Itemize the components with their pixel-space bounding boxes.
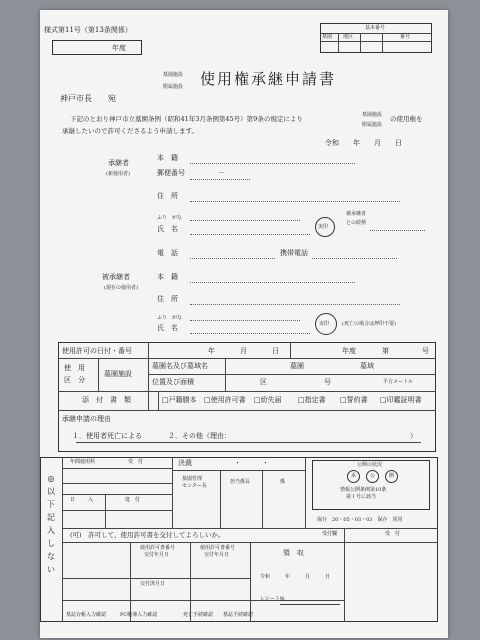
usage-type: 墓園施設 [104,370,132,378]
disclosure-note-2: 第１号に該当 [346,494,377,500]
successor-mobile-field[interactable] [312,258,397,259]
attach-koseki[interactable]: □戸籍謄本 [162,396,197,404]
successor-address-label: 住 所 [157,192,178,200]
ryoshu-label: 領 収 [283,549,304,557]
permit-dai: 第 [382,347,389,355]
successor-name-field[interactable] [190,234,310,235]
predecessor-honseki-field[interactable] [190,282,355,283]
center-label-1: 墓園管理 [182,476,203,482]
basic-number-label: 基本番号 [365,25,386,31]
foot-check-4: 墓誌手続確認 [223,612,254,618]
predecessor-furigana-label: ふり がな [157,315,183,321]
disclosure-label: 公開の状況 [357,462,383,468]
postal-dash: － [218,169,225,177]
addressee: 神戸市長 宛 [60,94,116,103]
kessai-label: 決裁 [178,459,192,467]
foot-check-2: PC帳簿入力確認 [120,612,158,618]
usage-label-1: 使 用 [64,364,85,372]
permit-date-label: 使用許可の日付・番号 [62,347,132,355]
attach-seal-cert[interactable]: □印鑑証明書 [380,396,422,404]
permit-issue-date-label-2: 交付年月日 [204,552,230,558]
relation-label-1: 被承継者 [346,211,367,217]
go-label: 号 [324,378,331,386]
permit-issue-date-label: 交付年月日 [144,552,170,558]
reason-close: ） [410,432,417,440]
predecessor-seal-label: 実印 [319,321,330,327]
receipt-date-line: 令和 年 月 日 [260,574,331,580]
attach-permit[interactable]: □使用許可書 [204,396,246,404]
permit-go: 号 [422,347,429,355]
permit-year: 年 [208,347,215,355]
kessai-dot-1: ・ [234,459,241,467]
kessai-dot-2: ・ [262,459,269,467]
foot-check-1: 墓誌台帳入力確認 [66,612,107,618]
predecessor-sub: (現在の使用者) [104,285,138,291]
approval-text: (可) 許可して、使用許可書を交付してよろしいか。 [70,531,225,539]
predecessor-honseki-label: 本 籍 [157,273,178,281]
successor-phone-label: 電 話 [157,249,178,257]
ku-label: 区 [260,378,267,386]
reason-option-2[interactable]: ２．その他（理由： [168,432,231,440]
usage-label-2: 区 分 [64,376,85,384]
cemetery-name-label: 墓園名及び墓域名 [152,362,208,370]
office-side-label: ◎以下記入しない [47,474,55,574]
successor-seal-label: 実印 [318,224,329,230]
successor-mobile-label: 携帯電話 [280,249,308,257]
permit-month: 月 [240,347,247,355]
permit-number-label-2: 使用許可書番号 [200,545,236,551]
form-number: 様式第11号（第13条関係） [44,26,132,34]
kakari-cho-label: 担当係長 [230,479,251,485]
annual-fee-label: 年間使用料 [70,459,96,465]
stamp-1-text: 承 [351,473,357,479]
intro-line-1: 下記のとおり神戸市立墓園条例（昭和41年3月条例第45号）第9条の規定により [70,115,303,123]
relation-label-2: との続柄 [346,220,367,226]
stamp-3-text: 開 [389,473,395,479]
position-area-label: 位置及び面積 [152,378,194,386]
nichi-label: 日 [70,497,76,503]
uketsuke-label: 受 付 [128,459,144,465]
predecessor-heading: 被承継者 [102,273,130,281]
predecessor-furigana-field[interactable] [190,320,300,321]
year-box[interactable] [52,40,142,55]
permit-nendo: 年度 [342,347,356,355]
cemetery-label: 墓園 [290,362,304,370]
relation-field[interactable] [370,230,425,231]
successor-address-field[interactable] [190,201,400,202]
intro-facility-1: 墓園施設 [362,112,383,118]
receipt-number-label: レシート№ [260,596,285,602]
successor-sub: (新使用者) [106,171,130,177]
predecessor-name-field[interactable] [190,333,310,334]
application-date[interactable]: 令和 年 月 日 [325,139,402,147]
disclosure-note-1: 情報公開条例第10条 [340,487,387,493]
application-form [40,10,448,638]
successor-furigana-label: ふり がな [157,215,183,221]
foot-check-3: 死亡手続確認 [183,612,214,618]
iri-label: 入 [88,497,94,503]
issued-date-label: 交付済月日 [140,581,166,587]
successor-postal-label: 郵便番号 [157,169,185,177]
intro-facility-2: 附属施設 [362,122,383,128]
reason-label: 承継申請の理由 [62,415,111,423]
uketsuke-2-label: 受 付 [385,531,401,537]
cell-boen: 墓園 [322,34,333,40]
attach-lost[interactable]: □紛失届 [254,396,282,404]
attach-pledge[interactable]: □誓約書 [340,396,368,404]
plot-label: 墓域 [360,362,374,370]
intro-line-2: 承継したいので許可くださるよう申請します。 [62,127,198,135]
facility-1: 墓園施設 [163,72,184,78]
stamp-2-text: 公 [370,473,376,479]
year-label: 年度 [112,44,126,52]
center-label-2: センター長 [182,483,207,489]
successor-phone-field[interactable] [190,258,275,259]
successor-honseki-field[interactable] [190,163,355,164]
successor-heading: 承継者 [108,159,129,167]
predecessor-address-label: 住 所 [157,295,178,303]
successor-name-label: 氏 名 [157,225,178,233]
predecessor-address-field[interactable] [190,304,400,305]
cell-chiku: 地区 [343,34,354,40]
retention-info: 保存 20・05・03・03 保存 常用 [317,517,403,523]
permit-number-label: 使用許可書番号 [140,545,176,551]
attach-designation[interactable]: □指定書 [298,396,326,404]
kakari-label: 係 [280,479,286,485]
uketsuke-ran-label: 受付欄 [322,531,338,537]
cell-bango: 番号 [400,34,411,40]
successor-postal-field[interactable] [190,179,250,180]
form-title: 使用権承継申請書 [200,70,337,88]
predecessor-note: (死亡の場合は押印不要) [342,321,396,327]
successor-honseki-label: 本 籍 [157,154,178,162]
successor-furigana-field[interactable] [190,220,300,221]
shintatsu-label: 進 付 [125,497,141,503]
intro-line-1-end: の使用権を [390,115,423,123]
area-unit: 平方メートル [383,379,414,385]
attachments-label: 添 付 書 類 [82,396,131,404]
predecessor-name-label: 氏 名 [157,324,178,332]
facility-2: 附属施設 [163,84,184,90]
reason-option-1[interactable]: １．使用者死亡による [72,432,142,440]
permit-day: 日 [272,347,279,355]
